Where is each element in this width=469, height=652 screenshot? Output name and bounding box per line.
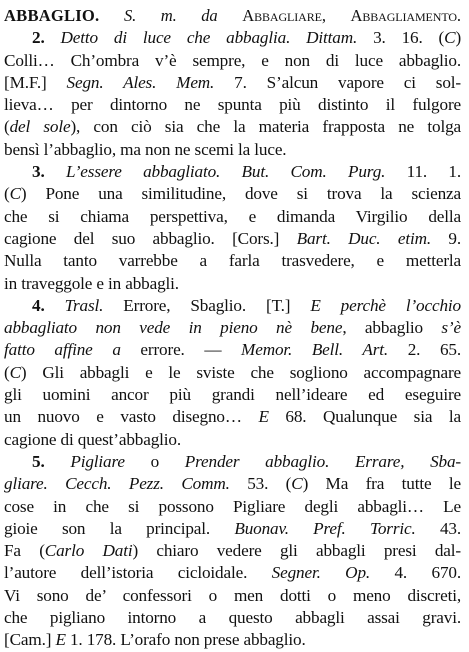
text-run: C <box>9 362 21 382</box>
text-line <box>4 72 461 94</box>
text-run: 11. 1. <box>385 162 461 182</box>
text-run: gioie son la principal. <box>4 518 235 538</box>
sense-number: 5. <box>32 451 45 471</box>
text-run: 2. 65. <box>388 340 461 360</box>
text-run: T. <box>271 295 285 315</box>
text-run: che si chiama perspettiva, e dimanda Virgilio della <box>4 206 461 226</box>
text-run: ) <box>455 28 461 48</box>
text-line <box>4 429 461 451</box>
entry-headline <box>4 5 461 27</box>
text-run: 9. <box>430 228 461 248</box>
text-line <box>4 27 461 49</box>
text-run: Bart. Duc. etim. <box>296 228 431 248</box>
text-line <box>4 116 461 138</box>
text-run: gliare. Cecch. Pezz. Comm. <box>4 474 230 494</box>
text-line <box>4 183 461 205</box>
text-line <box>4 406 461 428</box>
text-run: ( <box>4 117 10 137</box>
text-run: L’essere abbagliato. But. Com. Purg. <box>65 162 386 182</box>
text-run: Carlo Dati <box>44 541 133 561</box>
text-run: Segner. Op. <box>271 563 371 583</box>
text-run: abbagliato non vede in pieno nè bene <box>4 318 343 338</box>
text-run: Memor. Bell. Art. <box>241 340 389 360</box>
part-of-speech: S. m. <box>123 6 177 25</box>
source-word: Abbagliamento. <box>350 6 461 25</box>
text-run <box>45 452 71 471</box>
text-line <box>4 228 461 250</box>
text-run: 4. 670. <box>370 563 461 583</box>
text-run: E perchè l’occhio <box>310 295 461 315</box>
text-run: ) Gli abbagli e le sviste che sogliono accompagnare <box>20 362 461 382</box>
text-run: Nulla tanto varrebbe a farla trasvedere, e metterla <box>4 251 461 271</box>
text-line <box>4 607 461 629</box>
text-run: un nuovo e vasto disegno… <box>4 407 259 427</box>
text-run: cose in che si possono Pigliare degli abbagli… Le <box>4 496 461 516</box>
text-line <box>4 206 461 228</box>
text-run: ( <box>4 184 10 204</box>
text-run: che pigliano intorno a questo abbagli assai gravi. <box>4 608 461 628</box>
sense-number: 2. <box>32 28 45 48</box>
text-run: Segn. Ales. Mem. <box>66 72 215 92</box>
text-run: ), con ciò sia che la materia frapposta ne tolga <box>70 117 461 137</box>
text-run: 53. ( <box>229 474 292 494</box>
text-line <box>4 50 461 72</box>
text-line <box>4 295 461 317</box>
text-run: 68. Qualunque sia la <box>268 407 461 427</box>
text-run: l’autore dell’istoria cicloidale. <box>4 563 272 583</box>
text-line <box>4 94 461 116</box>
text-run: cagione di quest’abbaglio. <box>4 429 181 449</box>
text-run: ) Ma fra tutte le <box>302 474 461 494</box>
text-run: E <box>258 407 269 427</box>
headword: ABBAGLIO. <box>4 6 100 25</box>
text-run: ( <box>4 362 10 382</box>
text-line <box>4 273 461 295</box>
text-run: 43. <box>415 518 461 538</box>
text-run: Buonav. Pref. Torric. <box>234 518 416 538</box>
sense-number: 3. <box>32 162 45 182</box>
text-run: Pigliare <box>70 451 125 471</box>
text-run: 7. S’alcun vapore ci sol- <box>214 72 461 92</box>
text-run: [M.F.] <box>4 72 67 92</box>
text-run: [Cam.] <box>4 630 56 650</box>
text-line <box>4 161 461 183</box>
text-run: ) chiaro vedere gli abbagli presi dal- <box>132 541 461 561</box>
text-run: cagione del suo abbaglio. [Cors.] <box>4 228 297 248</box>
source-separator: , <box>321 6 326 25</box>
text-run: Errore, Sbaglio. [ <box>103 295 272 315</box>
text-run: 3. 16. ( <box>357 28 445 48</box>
text-run: errore. — <box>120 340 242 360</box>
text-line <box>4 362 461 384</box>
text-run: lieva… per dintorno ne spunta più distinto il fulgore <box>4 95 461 115</box>
text-line <box>4 451 461 473</box>
source-word: Abbagliare <box>242 6 322 25</box>
text-line <box>4 585 461 607</box>
text-run: del sole <box>9 117 71 137</box>
text-run: Detto di luce che abbaglia. Dittam. <box>60 28 358 48</box>
text-run: ] <box>284 295 311 315</box>
text-run: C <box>444 28 456 48</box>
text-run: C <box>9 184 21 204</box>
text-run: o <box>124 451 185 471</box>
text-run <box>45 28 61 47</box>
text-run: gli uomini ancor più grandi nell’ideare ed eseguire <box>4 385 461 405</box>
text-run: Fa ( <box>4 541 45 561</box>
text-run: Trasl. <box>64 295 104 315</box>
sense-number: 4. <box>32 295 45 315</box>
text-run: ) Pone una similitudine, dove si trova la scienza <box>20 184 461 204</box>
text-run: , abbaglio <box>342 318 442 338</box>
text-line <box>4 317 461 339</box>
entry-body <box>4 27 461 651</box>
text-line <box>4 139 461 161</box>
text-line <box>4 384 461 406</box>
text-run: bensì l’abbaglio, ma non ne scemi la luce. <box>4 139 287 159</box>
text-run: C <box>291 474 303 494</box>
text-run: in traveggole e in abbagli. <box>4 273 179 293</box>
text-run: Prender abbaglio. Errare, Sba- <box>184 451 461 471</box>
text-run <box>45 162 66 181</box>
text-line <box>4 518 461 540</box>
text-run: fatto affine a <box>4 340 121 360</box>
text-run: E <box>55 630 66 650</box>
text-line <box>4 562 461 584</box>
text-line <box>4 629 461 651</box>
text-run <box>45 296 65 315</box>
text-run: Colli… Ch’ombra v’è sempre, e non di luce abbaglio. <box>4 50 461 70</box>
text-line <box>4 496 461 518</box>
text-line <box>4 540 461 562</box>
derivation-word: da <box>201 6 218 25</box>
text-run: 1. 178. L’orafo non prese abbaglio. <box>65 630 306 650</box>
text-line <box>4 250 461 272</box>
text-line <box>4 339 461 361</box>
text-run: Vi sono de’ confessori o men dotti o meno discreti, <box>4 585 461 605</box>
text-line <box>4 473 461 495</box>
text-run: s’è <box>441 318 461 338</box>
